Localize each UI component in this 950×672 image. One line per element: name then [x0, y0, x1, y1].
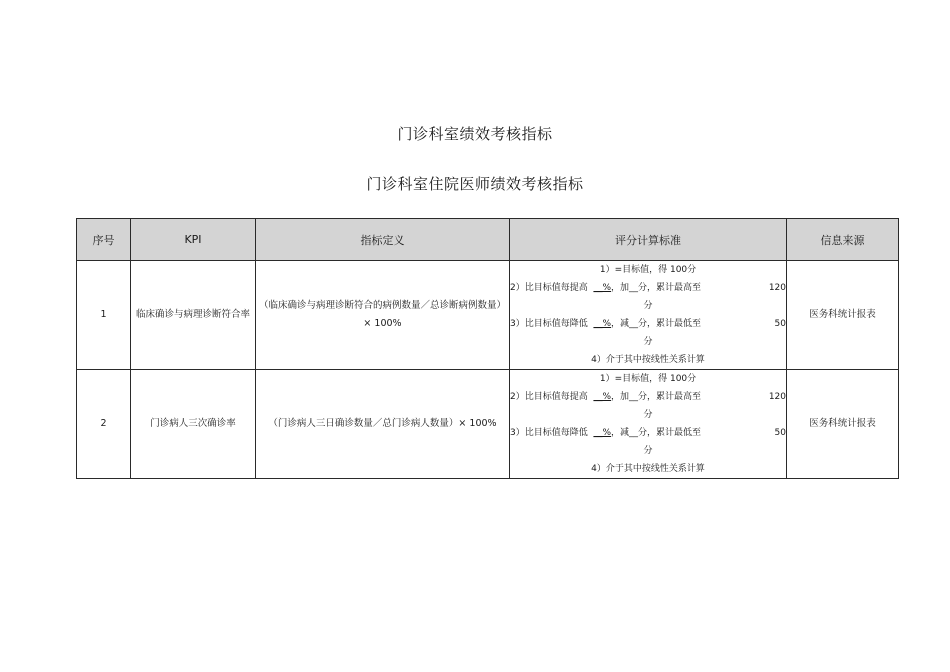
cell-source: 医务科统计报表: [787, 370, 899, 479]
score-line-4: 4）介于其中按线性关系计算: [591, 355, 705, 365]
table-header-row: [77, 219, 899, 261]
score-text: 3）比目标值每降低: [510, 319, 588, 329]
score-line-3-unit: 分: [643, 446, 653, 456]
score-blank: __%: [593, 283, 612, 293]
score-line-2: [510, 279, 786, 297]
cell-source: 医务科统计报表: [787, 261, 899, 370]
header-kpi: KPI: [131, 219, 256, 261]
cell-definition: （临床确诊与病理诊断符合的病例数量／总诊断病例数量）× 100%: [256, 261, 510, 370]
page-subtitle: 门诊科室住院医师绩效考核指标: [366, 175, 584, 193]
cell-no: 1: [77, 261, 131, 370]
score-line-1: 1）=目标值，得 100分: [599, 374, 697, 384]
score-line-3-unit: 分: [643, 337, 653, 347]
score-blank: __%: [593, 428, 612, 438]
table-row: [77, 261, 899, 370]
header-score: 评分计算标准: [510, 219, 787, 261]
score-min: 50: [774, 319, 786, 329]
score-line-3: [510, 424, 786, 442]
page-title: 门诊科室绩效考核指标: [397, 125, 553, 143]
cell-definition: （门诊病人三日确诊数量／总门诊病人数量）× 100%: [256, 370, 510, 479]
score-text: ，减__分，累计最低至: [611, 428, 702, 438]
cell-score: [510, 370, 787, 479]
score-text: ，加__分，累计最高至: [611, 392, 702, 402]
kpi-table: [76, 218, 899, 479]
score-max: 120: [768, 392, 786, 402]
score-line-2-unit: 分: [643, 410, 653, 420]
score-line-4: 4）介于其中按线性关系计算: [591, 464, 705, 474]
table-row: [77, 370, 899, 479]
score-text: 2）比目标值每提高: [510, 392, 588, 402]
score-text: ，加__分，累计最高至: [611, 283, 702, 293]
score-text: ，减__分，累计最低至: [611, 319, 702, 329]
cell-no: 2: [77, 370, 131, 479]
score-blank: __%: [593, 319, 612, 329]
cell-kpi: 门诊病人三次确诊率: [131, 370, 256, 479]
header-definition: 指标定义: [256, 219, 510, 261]
header-source: 信息来源: [787, 219, 899, 261]
score-line-2-unit: 分: [643, 301, 653, 311]
score-line-3: [510, 315, 786, 333]
score-max: 120: [768, 283, 786, 293]
cell-kpi: 临床确诊与病理诊断符合率: [131, 261, 256, 370]
header-no: 序号: [77, 219, 131, 261]
score-text: 3）比目标值每降低: [510, 428, 588, 438]
score-line-1: 1）=目标值，得 100分: [599, 265, 697, 275]
score-text: 2）比目标值每提高: [510, 283, 588, 293]
score-line-2: [510, 388, 786, 406]
cell-score: [510, 261, 787, 370]
score-blank: __%: [593, 392, 612, 402]
score-min: 50: [774, 428, 786, 438]
